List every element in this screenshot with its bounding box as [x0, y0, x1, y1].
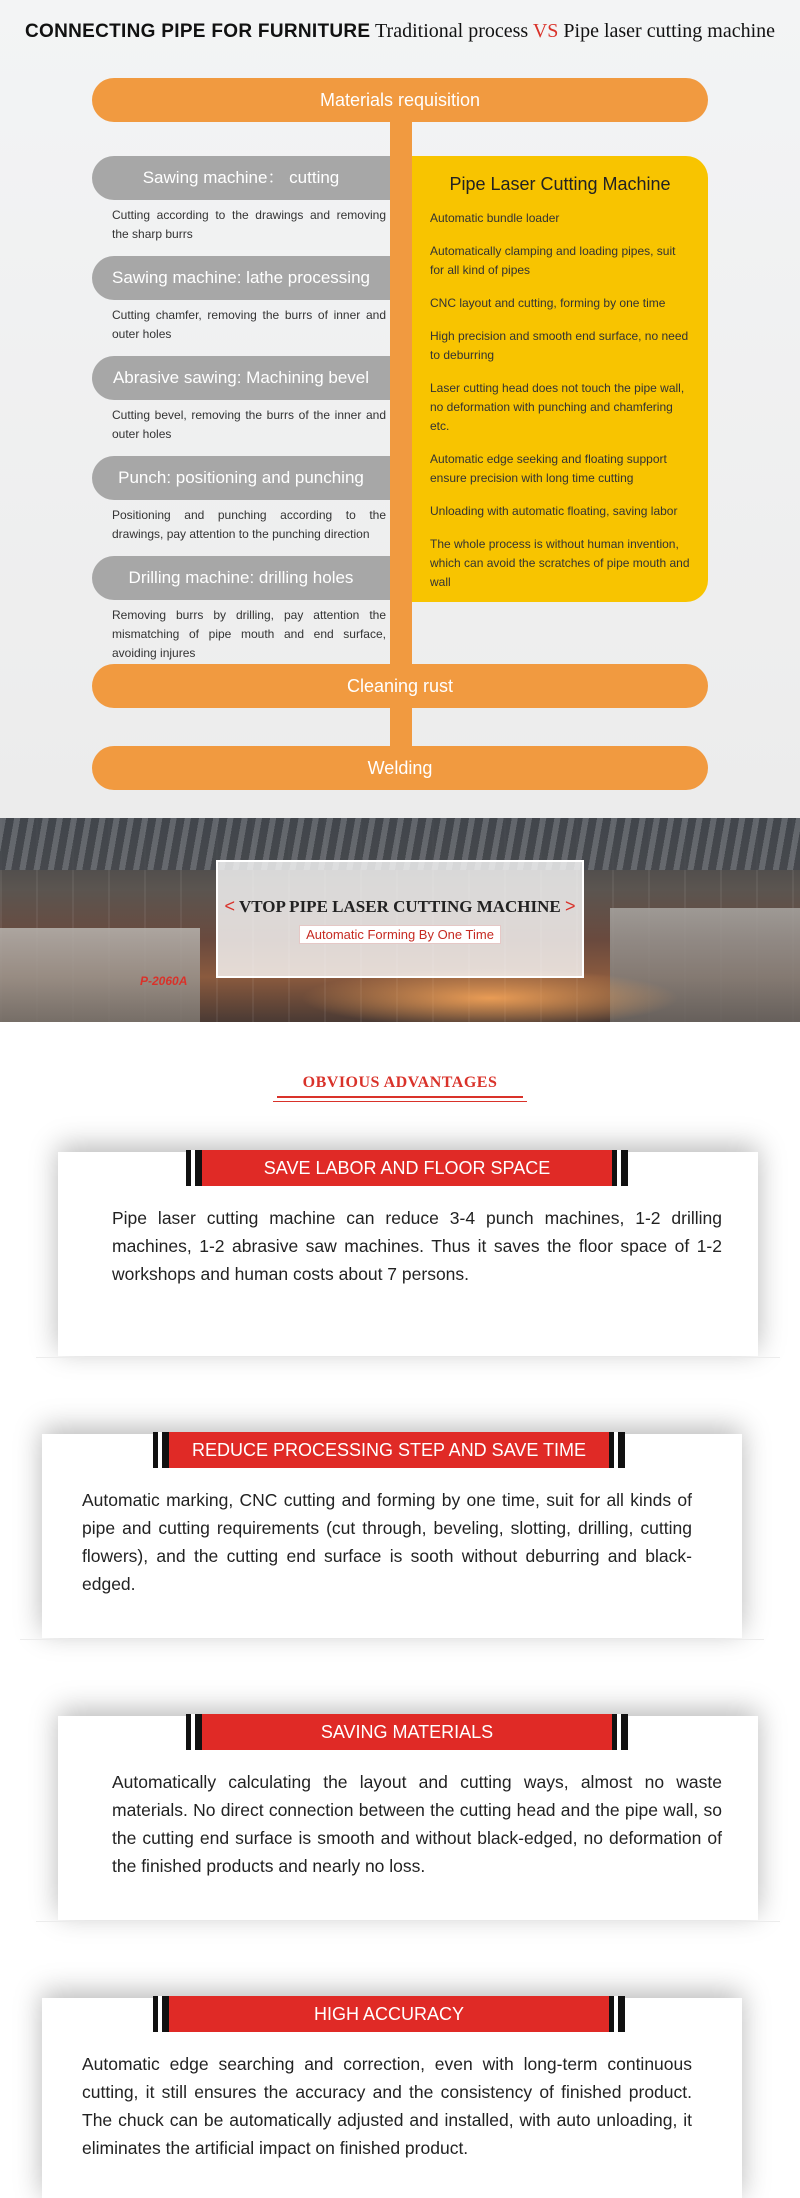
- step-heading: Abrasive sawing: Machining bevel: [92, 356, 390, 400]
- advantage-card-accuracy: [42, 1998, 742, 2198]
- step-heading: Sawing machine： cutting: [92, 156, 390, 200]
- advantage-body: Automatic edge searching and correction, even with long-term continuous cutting, it still ensures the accuracy and the consistency of finished product. The chuck can be automatically adjusted and installed, with auto unloading, it eliminates the artificial impact on finished product.: [82, 2054, 692, 2158]
- step-description: Cutting bevel, removing the burrs of the inner and outer holes: [112, 408, 386, 441]
- advantage-card-materials: [58, 1716, 758, 1920]
- advantage-card-time: [42, 1434, 742, 1638]
- step-description: Cutting chamfer, removing the burrs of inner and outer holes: [112, 308, 386, 341]
- advantage-body: Automatic marking, CNC cutting and forming by one time, suit for all kinds of pipe and cutting requirements (cut through, beveling, slotting, drilling, cutting flowers), and the cutting end surface is sooth without deburring and black-edged.: [82, 1490, 692, 1594]
- title-laser: Pipe laser cutting machine: [563, 20, 776, 42]
- laser-item: High precision and smooth end surface, no need to deburring: [430, 329, 689, 362]
- factory-banner: [0, 818, 800, 1022]
- banner-title-text: VTOP PIPE LASER CUTTING MACHINE: [238, 897, 561, 916]
- laser-item: The whole process is without human invention, which can avoid the scratches of pipe mouth and wall: [430, 537, 690, 589]
- step-description: Removing burrs by drilling, pay attention the mismatching of pipe mouth and end surface, avoiding injures: [112, 608, 386, 660]
- laser-item: Unloading with automatic floating, saving labor: [430, 504, 678, 518]
- title-vs: VS: [532, 20, 559, 42]
- step-heading: Drilling machine: drilling holes: [92, 556, 390, 600]
- advantages-heading: [0, 1074, 800, 1098]
- advantage-label: SAVING MATERIALS: [202, 1714, 612, 1750]
- left-chevron-icon: <: [224, 896, 235, 916]
- machine-model-mark: P-2060A: [140, 974, 188, 988]
- advantage-card-labor: [58, 1152, 758, 1356]
- advantages-heading-text: OBVIOUS ADVANTAGES: [277, 1074, 524, 1098]
- laser-item: Automatic edge seeking and floating support ensure precision with long time cutting: [430, 452, 667, 485]
- step-description: Positioning and punching according to the drawings, pay attention to the punching direction: [112, 508, 386, 541]
- process-comparison-section: [0, 0, 800, 818]
- laser-item: Automatic bundle loader: [430, 211, 560, 225]
- traditional-step-sawing: [92, 156, 390, 244]
- traditional-step-lathe: [92, 256, 390, 344]
- banner-title: [218, 896, 582, 917]
- laser-item: Automatically clamping and loading pipes, suit for all kind of pipes: [430, 244, 676, 277]
- materials-requisition-step: Materials requisition: [92, 78, 708, 122]
- laser-item: Laser cutting head does not touch the pipe wall, no deformation with punching and chamfering etc.: [430, 381, 685, 433]
- title-traditional: Traditional process: [375, 20, 529, 42]
- title-product: CONNECTING PIPE FOR FURNITURE: [24, 21, 371, 42]
- advantage-label: REDUCE PROCESSING STEP AND SAVE TIME: [169, 1432, 609, 1468]
- right-chevron-icon: >: [565, 896, 576, 916]
- advantage-body: Pipe laser cutting machine can reduce 3-4 punch machines, 1-2 drilling machines, 1-2 abrasive saw machines. Thus it saves the floor space of 1-2 workshops and human costs about 7 persons.: [112, 1208, 722, 1284]
- advantage-body: Automatically calculating the layout and cutting ways, almost no waste materials. No direct connection between the cutting head and the pipe wall, so the cutting end surface is smooth and without black-edged, no deformation of the finished products and nearly no loss.: [112, 1772, 722, 1876]
- step-heading: Punch: positioning and punching: [92, 456, 390, 500]
- advantage-label: SAVE LABOR AND FLOOR SPACE: [202, 1150, 612, 1186]
- traditional-step-bevel: [92, 356, 390, 444]
- advantage-label: HIGH ACCURACY: [169, 1996, 609, 2032]
- laser-panel-title: Pipe Laser Cutting Machine: [449, 174, 671, 194]
- step-description: Cutting according to the drawings and removing the sharp burrs: [112, 208, 386, 241]
- welding-step: Welding: [92, 746, 708, 790]
- banner-caption-box: [216, 860, 584, 978]
- banner-subtitle: Automatic Forming By One Time: [299, 925, 501, 944]
- traditional-step-punch: [92, 456, 390, 544]
- traditional-step-drilling: [92, 556, 390, 663]
- cleaning-rust-step: Cleaning rust: [92, 664, 708, 708]
- laser-item: CNC layout and cutting, forming by one time: [430, 296, 666, 310]
- comparison-title: [0, 20, 800, 43]
- laser-process-panel: [412, 156, 708, 602]
- step-heading: Sawing machine: lathe processing: [92, 256, 390, 300]
